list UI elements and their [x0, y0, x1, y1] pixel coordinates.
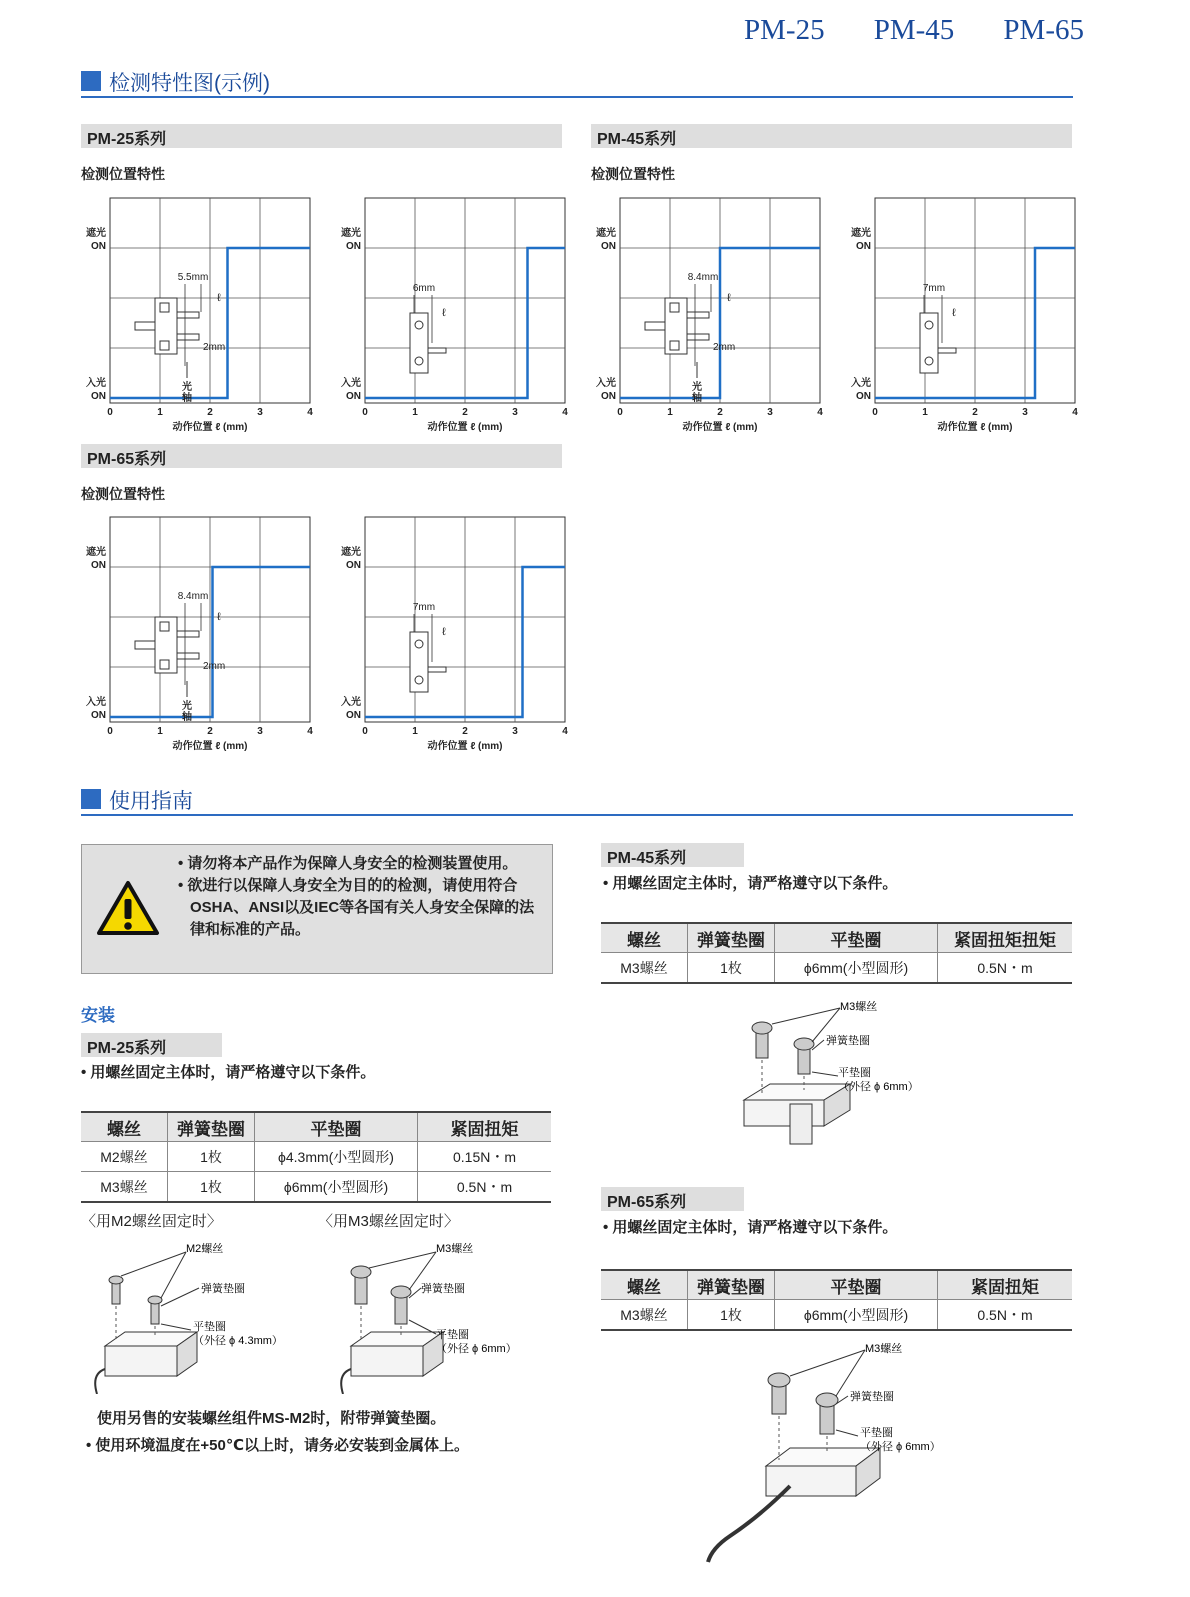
- y-label-light: 入光: [341, 378, 361, 389]
- sensor-arm-upper: [177, 312, 199, 318]
- col-flat-washer: 平垫圈: [775, 923, 938, 953]
- col-flat-washer: 平垫圈: [775, 1270, 938, 1300]
- y-label-block-on: ON: [91, 560, 106, 571]
- label-flat-washer-size: （外径 ϕ 4.3mm）: [193, 1335, 283, 1347]
- heading-square: [81, 789, 101, 809]
- label-m2-screw: M2螺丝: [186, 1243, 224, 1255]
- sensor-arm-lower: [687, 334, 709, 340]
- x-tick-label: 2: [717, 407, 723, 418]
- pm65-spec-table: [601, 1269, 1072, 1331]
- x-tick-label: 1: [922, 407, 928, 418]
- label-spring-washer: 弹簧垫圈: [201, 1283, 245, 1295]
- col-screw: 螺丝: [601, 923, 688, 953]
- y-label-block-on: ON: [856, 241, 871, 252]
- warning-icon: [96, 879, 160, 937]
- pm25-install-note: • 用螺丝固定主体时，请严格遵守以下条件。: [81, 1064, 376, 1081]
- mount-hole: [415, 321, 423, 329]
- pm25-install-bar: [81, 1033, 222, 1057]
- x-tick-label: 3: [1022, 407, 1028, 418]
- note-temperature: • 使用环境温度在+50℃以上时，请务必安装到金属体上。: [86, 1437, 470, 1454]
- section-heading-guide: [81, 788, 1073, 816]
- cell: M3螺丝: [601, 953, 688, 984]
- col-torque: 紧固扭矩: [418, 1112, 552, 1142]
- dimension-label: 6mm: [412, 283, 436, 294]
- cell: 1枚: [688, 953, 775, 984]
- mount-hole: [160, 622, 169, 631]
- x-tick-label: 2: [462, 726, 468, 737]
- x-axis-label: 动作位置 ℓ (mm): [172, 741, 248, 752]
- dimension-label: 7mm: [922, 283, 946, 294]
- mount-figure-m3: [341, 1241, 517, 1394]
- y-label-block: 遮光: [86, 547, 106, 558]
- cell: 0.5N・m: [418, 1172, 552, 1203]
- y-label-light-on: ON: [91, 391, 106, 402]
- shaft-label: 光: [692, 382, 702, 393]
- x-tick-label: 0: [872, 407, 878, 418]
- mount-hole: [415, 357, 423, 365]
- cell: 0.5N・m: [938, 953, 1073, 984]
- x-tick-label: 4: [307, 726, 313, 737]
- model-pm45: PM-45: [873, 14, 955, 46]
- gap-label: 2mm: [713, 342, 736, 353]
- x-tick-label: 3: [512, 726, 518, 737]
- chart-pm65-b: [330, 512, 590, 762]
- warning-text: [178, 853, 546, 941]
- x-tick-label: 0: [617, 407, 623, 418]
- sensor-arm-upper: [687, 312, 709, 318]
- table-header-row: [81, 1112, 551, 1142]
- sensor-cable: [135, 322, 155, 330]
- label-flat-washer: 平垫圈: [838, 1067, 871, 1079]
- model-header: [744, 14, 1084, 47]
- table-header-row: [601, 923, 1072, 953]
- col-torque: 紧固扭矩: [938, 1270, 1073, 1300]
- y-label-light-on: ON: [91, 710, 106, 721]
- sensor-cable: [645, 322, 665, 330]
- sensor-arm-lower: [177, 334, 199, 340]
- cell: ϕ6mm(小型圆形): [775, 1300, 938, 1331]
- x-axis-label: 动作位置 ℓ (mm): [682, 422, 758, 433]
- col-spring-washer: 弹簧垫圈: [688, 1270, 775, 1300]
- table-row: [601, 1300, 1072, 1331]
- chart-pm25-b: [330, 193, 590, 443]
- mount-hole: [160, 660, 169, 669]
- mount-hole: [925, 321, 933, 329]
- pm45-bar: [591, 124, 1072, 148]
- dimension-label: 7mm: [412, 602, 436, 613]
- y-label-block: 遮光: [86, 228, 106, 239]
- section-heading-characteristics: [81, 70, 1073, 98]
- pm65-mounting-figure: [700, 1336, 960, 1566]
- dimension-label: 5.5mm: [177, 272, 209, 283]
- label-flat-washer: 平垫圈: [193, 1321, 226, 1333]
- ell-label: ℓ: [952, 307, 956, 319]
- pm65-install-bar: [601, 1187, 744, 1211]
- table-row: [601, 953, 1072, 984]
- label-m3-screw: M3螺丝: [436, 1243, 474, 1255]
- x-tick-label: 3: [512, 407, 518, 418]
- cell: ϕ6mm(小型圆形): [255, 1172, 418, 1203]
- dimension-label: 8.4mm: [177, 591, 209, 602]
- ell-label: ℓ: [727, 292, 731, 304]
- cell: 1枚: [168, 1142, 255, 1172]
- cell: ϕ6mm(小型圆形): [775, 953, 938, 984]
- cell: 0.15N・m: [418, 1142, 552, 1172]
- ell-label: ℓ: [442, 307, 446, 319]
- sensor-arm-upper: [177, 631, 199, 637]
- cell: 0.5N・m: [938, 1300, 1073, 1331]
- x-tick-label: 3: [257, 726, 263, 737]
- label-spring-washer: 弹簧垫圈: [850, 1391, 894, 1403]
- col-spring-washer: 弹簧垫圈: [168, 1112, 255, 1142]
- pm45-spec-table: [601, 922, 1072, 984]
- mount-hole: [670, 341, 679, 350]
- col-screw: 螺丝: [601, 1270, 688, 1300]
- y-label-block: 遮光: [341, 228, 361, 239]
- section-title: 使用指南: [109, 790, 193, 813]
- label-spring-washer: 弹簧垫圈: [421, 1283, 465, 1295]
- chart-pm25-a: [75, 193, 335, 443]
- col-torque: 紧固扭矩扭矩: [938, 923, 1073, 953]
- sensor-arm: [428, 667, 446, 672]
- x-axis-label: 动作位置 ℓ (mm): [172, 422, 248, 433]
- y-label-block-on: ON: [91, 241, 106, 252]
- pm25-install-title: PM-25系列: [87, 1040, 167, 1057]
- label-flat-washer-size: （外径 ϕ 6mm）: [436, 1343, 517, 1355]
- x-tick-label: 1: [667, 407, 673, 418]
- y-label-light-on: ON: [346, 391, 361, 402]
- heading-square: [81, 71, 101, 91]
- label-spring-washer: 弹簧垫圈: [826, 1035, 870, 1047]
- pm45-install-note: • 用螺丝固定主体时，请严格遵守以下条件。: [603, 875, 898, 892]
- label-m3-screw: M3螺丝: [865, 1343, 903, 1355]
- table-row: [81, 1172, 551, 1203]
- warning-line-2: • 欲进行以保障人身安全为目的的检测，请使用符合OSHA、ANSI以及IEC等各国有关人身安全保障的法律和标准的产品。: [178, 877, 535, 938]
- x-tick-label: 1: [412, 726, 418, 737]
- y-label-light: 入光: [341, 697, 361, 708]
- x-tick-label: 3: [767, 407, 773, 418]
- mount-hole: [160, 341, 169, 350]
- label-flat-washer-size: （外径 ϕ 6mm）: [838, 1081, 919, 1093]
- ell-label: ℓ: [217, 611, 221, 623]
- y-label-light-on: ON: [856, 391, 871, 402]
- shaft-label: 轴: [182, 393, 192, 404]
- pm65-bar: [81, 444, 562, 468]
- ell-label: ℓ: [217, 292, 221, 304]
- pm45-bar-title: PM-45系列: [597, 131, 677, 148]
- x-tick-label: 4: [562, 407, 568, 418]
- x-tick-label: 4: [307, 407, 313, 418]
- sensor-arm: [938, 348, 956, 353]
- x-tick-label: 2: [462, 407, 468, 418]
- sensor-cable: [135, 641, 155, 649]
- chart-pm65-a: [75, 512, 335, 762]
- cell: 1枚: [688, 1300, 775, 1331]
- label-m3-screw: M3螺丝: [840, 1001, 878, 1013]
- pm45-install-title: PM-45系列: [607, 850, 687, 867]
- chart-pm45-a: [585, 193, 845, 443]
- pm25-mounting-figures: [81, 1234, 551, 1394]
- x-tick-label: 0: [362, 407, 368, 418]
- x-tick-label: 1: [157, 726, 163, 737]
- y-label-light: 入光: [851, 378, 871, 389]
- section-title: 检测特性图(示例): [109, 72, 270, 95]
- table-row: [81, 1142, 551, 1172]
- mount-hole: [415, 676, 423, 684]
- sensor-arm: [428, 348, 446, 353]
- x-tick-label: 4: [1072, 407, 1078, 418]
- warning-box: [81, 844, 553, 974]
- mount-hole: [670, 303, 679, 312]
- mount-figure-m2: [95, 1241, 283, 1394]
- x-tick-label: 0: [362, 726, 368, 737]
- pm25-bar-title: PM-25系列: [87, 131, 167, 148]
- x-axis-label: 动作位置 ℓ (mm): [427, 741, 503, 752]
- shaft-label: 光: [182, 701, 192, 712]
- shaft-label: 轴: [182, 712, 192, 723]
- fig-m2-caption: 〈用M2螺丝固定时〉: [81, 1213, 222, 1230]
- model-pm65: PM-65: [1003, 14, 1084, 46]
- gap-label: 2mm: [203, 342, 226, 353]
- note-ms-m2: 使用另售的安装螺丝组件MS-M2时，附带弹簧垫圈。: [97, 1410, 446, 1427]
- shaft-label: 光: [182, 382, 192, 393]
- x-tick-label: 2: [972, 407, 978, 418]
- install-title: 安装: [81, 1006, 115, 1025]
- x-tick-label: 4: [817, 407, 823, 418]
- ell-label: ℓ: [442, 626, 446, 638]
- x-axis-label: 动作位置 ℓ (mm): [427, 422, 503, 433]
- dimension-label: 8.4mm: [687, 272, 719, 283]
- y-label-block-on: ON: [346, 241, 361, 252]
- pm25-bar: [81, 124, 562, 148]
- cell: M3螺丝: [81, 1172, 168, 1203]
- shaft-label: 轴: [692, 393, 702, 404]
- x-tick-label: 3: [257, 407, 263, 418]
- x-tick-label: 0: [107, 726, 113, 737]
- warning-line-1: • 请勿将本产品作为保障人身安全的检测装置使用。: [178, 855, 518, 872]
- col-screw: 螺丝: [81, 1112, 168, 1142]
- chart-pm45-b: [840, 193, 1100, 443]
- pm25-spec-table: [81, 1111, 551, 1203]
- x-tick-label: 2: [207, 407, 213, 418]
- y-label-block: 遮光: [341, 547, 361, 558]
- pm25-subtitle: 检测位置特性: [81, 166, 165, 182]
- y-label-block: 遮光: [596, 228, 616, 239]
- x-axis-label: 动作位置 ℓ (mm): [937, 422, 1013, 433]
- col-flat-washer: 平垫圈: [255, 1112, 418, 1142]
- y-label-light: 入光: [596, 378, 616, 389]
- x-tick-label: 1: [157, 407, 163, 418]
- y-label-light-on: ON: [346, 710, 361, 721]
- gap-label: 2mm: [203, 661, 226, 672]
- x-tick-label: 2: [207, 726, 213, 737]
- sensor-arm-lower: [177, 653, 199, 659]
- pm45-mounting-figure: [730, 996, 950, 1156]
- fig-m3-caption: 〈用M3螺丝固定时〉: [318, 1213, 459, 1230]
- y-label-light: 入光: [86, 378, 106, 389]
- pm65-install-title: PM-65系列: [607, 1194, 687, 1211]
- mount-hole: [160, 303, 169, 312]
- pm65-bar-title: PM-65系列: [87, 451, 167, 468]
- label-flat-washer: 平垫圈: [860, 1427, 893, 1439]
- model-pm25: PM-25: [744, 14, 825, 46]
- cell: ϕ4.3mm(小型圆形): [255, 1142, 418, 1172]
- mount-hole: [925, 357, 933, 365]
- y-label-block: 遮光: [851, 228, 871, 239]
- x-tick-label: 1: [412, 407, 418, 418]
- pm65-install-note: • 用螺丝固定主体时，请严格遵守以下条件。: [603, 1219, 898, 1236]
- x-tick-label: 0: [107, 407, 113, 418]
- mount-hole: [415, 640, 423, 648]
- cell: 1枚: [168, 1172, 255, 1203]
- cell: M3螺丝: [601, 1300, 688, 1331]
- pm65-subtitle: 检测位置特性: [81, 486, 165, 502]
- pm45-subtitle: 检测位置特性: [591, 166, 675, 182]
- x-tick-label: 4: [562, 726, 568, 737]
- col-spring-washer: 弹簧垫圈: [688, 923, 775, 953]
- y-label-light-on: ON: [601, 391, 616, 402]
- label-flat-washer: 平垫圈: [436, 1329, 469, 1341]
- cell: M2螺丝: [81, 1142, 168, 1172]
- label-flat-washer-size: （外径 ϕ 6mm）: [860, 1441, 941, 1453]
- pm45-install-bar: [601, 843, 744, 867]
- table-header-row: [601, 1270, 1072, 1300]
- y-label-light: 入光: [86, 697, 106, 708]
- y-label-block-on: ON: [601, 241, 616, 252]
- y-label-block-on: ON: [346, 560, 361, 571]
